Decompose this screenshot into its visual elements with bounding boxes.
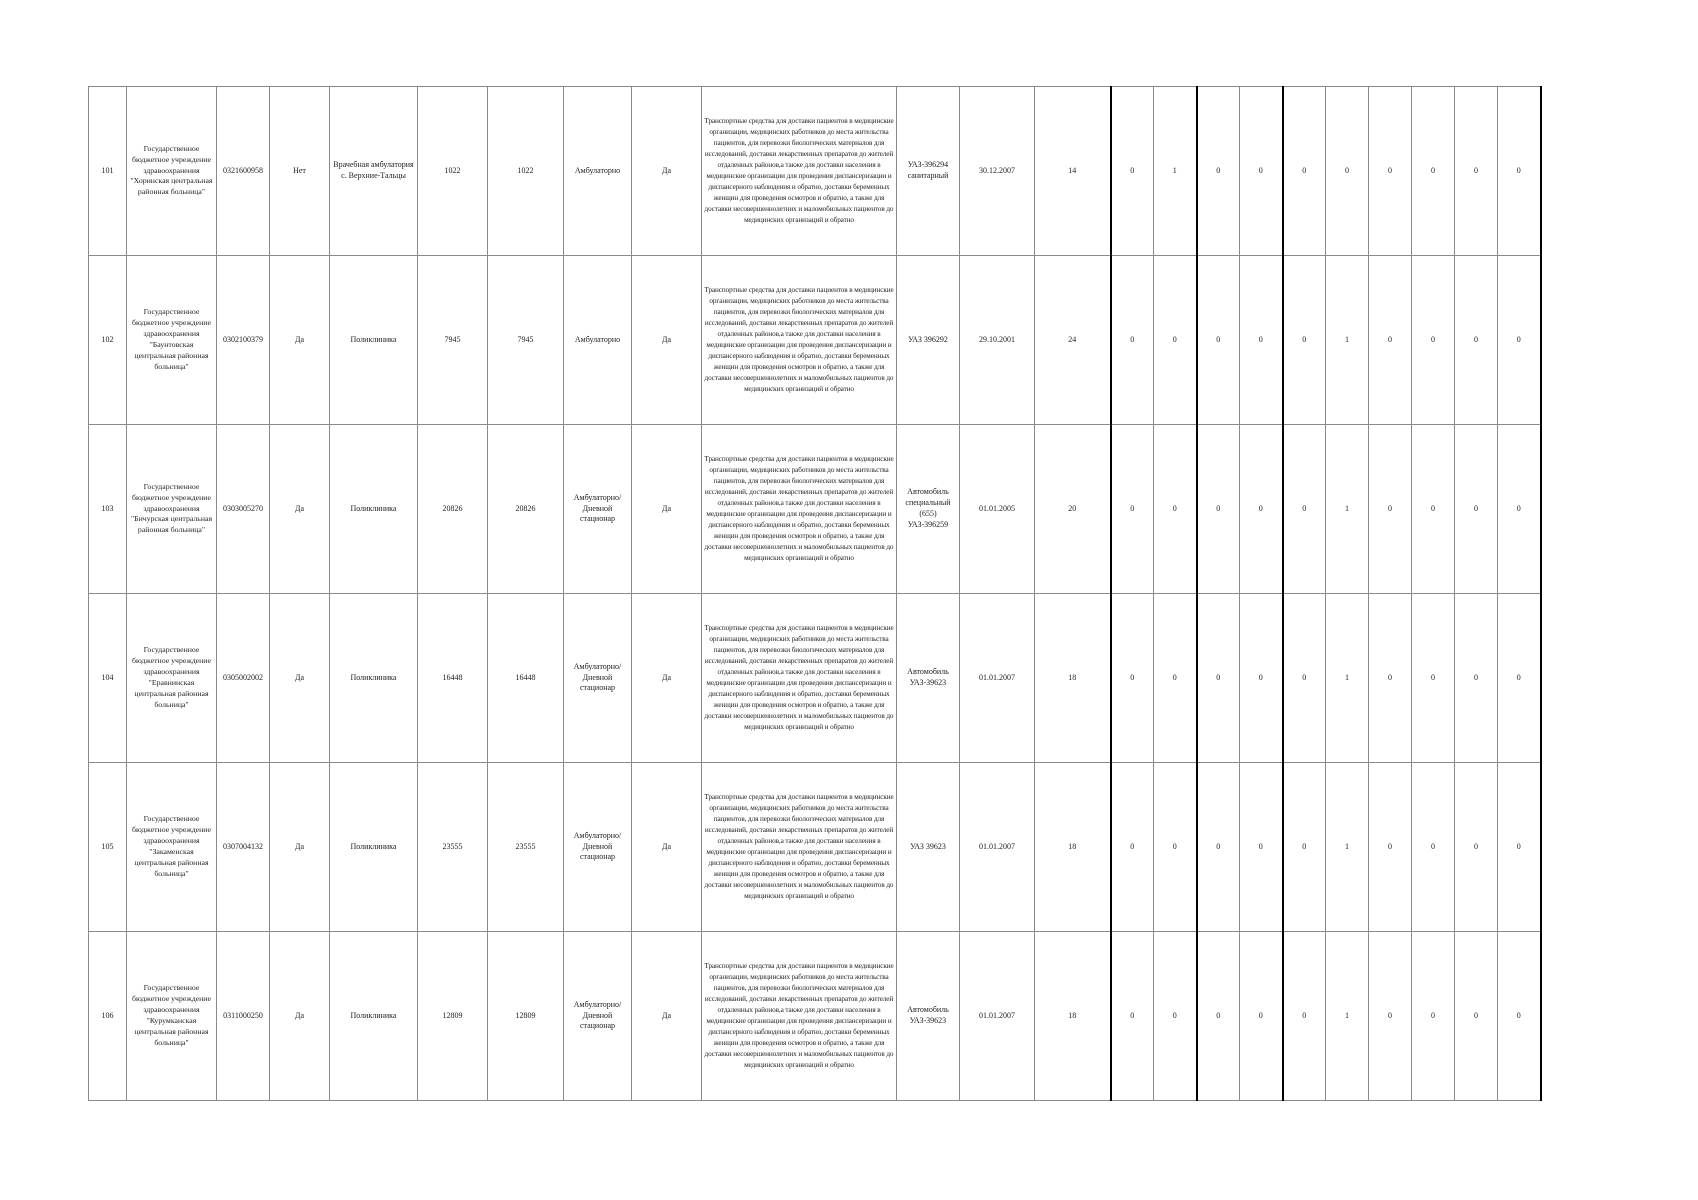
vehicle-age: 18 bbox=[1035, 932, 1111, 1101]
flag-value: Нет bbox=[270, 87, 330, 256]
count-cell: 0 bbox=[1111, 594, 1154, 763]
count-cell: 0 bbox=[1197, 256, 1240, 425]
count-cell: 0 bbox=[1369, 256, 1412, 425]
count-cell: 0 bbox=[1412, 425, 1455, 594]
flag-value: Да bbox=[270, 763, 330, 932]
population-value: 20826 bbox=[488, 425, 564, 594]
unit-name: Поликлиника bbox=[330, 763, 418, 932]
vehicle-model: УАЗ 39623 bbox=[897, 763, 960, 932]
count-cell: 0 bbox=[1240, 87, 1283, 256]
count-cell: 0 bbox=[1240, 932, 1283, 1101]
count-cell: 0 bbox=[1197, 594, 1240, 763]
count-cell: 0 bbox=[1197, 763, 1240, 932]
org-code: 0305002002 bbox=[217, 594, 270, 763]
count-cell: 0 bbox=[1369, 425, 1412, 594]
count-cell: 0 bbox=[1154, 256, 1197, 425]
count-cell: 1 bbox=[1326, 932, 1369, 1101]
table-row bbox=[89, 87, 1541, 256]
table-row bbox=[89, 256, 1541, 425]
unit-name: Врачебная амбулатория с. Верхние-Тальцы bbox=[330, 87, 418, 256]
flag-value: Да bbox=[270, 594, 330, 763]
count-cell: 0 bbox=[1197, 425, 1240, 594]
count-cell: 0 bbox=[1498, 594, 1541, 763]
count-cell: 0 bbox=[1111, 87, 1154, 256]
count-cell: 1 bbox=[1326, 763, 1369, 932]
registration-date: 29.10.2001 bbox=[960, 256, 1035, 425]
purpose-text: Транспортные средства для доставки пациентов в медицинские организации, медицинских работников до места жительства пациентов, для перевозки биологических материалов для исследований, доставки лекарственных препаратов до жителей отдаленных районов,а также для доставки населения в медицинские организации для проведения диспансеризации и диспансерного наблюдения и обратно, доставки беременных женщин для проведения осмотров и обратно, а также для доставки несовершеннолетних и маломобильных пациентов до медицинских организаций и обратно bbox=[702, 932, 897, 1101]
registration-date: 30.12.2007 bbox=[960, 87, 1035, 256]
org-code: 0311000250 bbox=[217, 932, 270, 1101]
count-cell: 1 bbox=[1326, 594, 1369, 763]
table-row bbox=[89, 763, 1541, 932]
care-type: Амбулаторно bbox=[564, 256, 632, 425]
care-type: Амбулаторно/Дневной стационар bbox=[564, 932, 632, 1101]
count-cell: 0 bbox=[1412, 87, 1455, 256]
count-cell: 0 bbox=[1111, 763, 1154, 932]
population-value: 16448 bbox=[418, 594, 488, 763]
count-cell: 0 bbox=[1455, 256, 1498, 425]
vehicle-age: 20 bbox=[1035, 425, 1111, 594]
need-value: Да bbox=[632, 932, 702, 1101]
table-row bbox=[89, 425, 1541, 594]
population-value: 1022 bbox=[418, 87, 488, 256]
vehicle-model: УАЗ-396294 санитарный bbox=[897, 87, 960, 256]
flag-value: Да bbox=[270, 256, 330, 425]
count-cell: 0 bbox=[1111, 256, 1154, 425]
organization-name: Государственное бюджетное учреждение здравоохранения "Еравнинская центральная районная больница" bbox=[127, 594, 217, 763]
care-type: Амбулаторно/Дневной стационар bbox=[564, 763, 632, 932]
vehicle-model: УАЗ 396292 bbox=[897, 256, 960, 425]
vehicle-age: 14 bbox=[1035, 87, 1111, 256]
care-type: Амбулаторно/Дневной стационар bbox=[564, 425, 632, 594]
count-cell: 0 bbox=[1197, 932, 1240, 1101]
vehicle-model: Автомобиль УАЗ-39623 bbox=[897, 594, 960, 763]
count-cell: 0 bbox=[1283, 932, 1326, 1101]
count-cell: 0 bbox=[1498, 425, 1541, 594]
count-cell: 0 bbox=[1240, 425, 1283, 594]
count-cell: 1 bbox=[1326, 256, 1369, 425]
row-number: 101 bbox=[89, 87, 127, 256]
count-cell: 0 bbox=[1455, 594, 1498, 763]
organization-name: Государственное бюджетное учреждение здравоохранения "Бичурская центральная районная больница" bbox=[127, 425, 217, 594]
org-code: 0321600958 bbox=[217, 87, 270, 256]
org-code: 0303005270 bbox=[217, 425, 270, 594]
population-value: 23555 bbox=[418, 763, 488, 932]
purpose-text: Транспортные средства для доставки пациентов в медицинские организации, медицинских работников до места жительства пациентов, для перевозки биологических материалов для исследований, доставки лекарственных препаратов до жителей отдаленных районов,а также для доставки населения в медицинские организации для проведения диспансеризации и диспансерного наблюдения и обратно, доставки беременных женщин для проведения осмотров и обратно, а также для доставки несовершеннолетних и маломобильных пациентов до медицинских организаций и обратно bbox=[702, 87, 897, 256]
organization-name: Государственное бюджетное учреждение здравоохранения "Баунтовская центральная районная больница" bbox=[127, 256, 217, 425]
organization-name: Государственное бюджетное учреждение здравоохранения "Хоринская центральная районная больница" bbox=[127, 87, 217, 256]
count-cell: 1 bbox=[1154, 87, 1197, 256]
count-cell: 0 bbox=[1154, 594, 1197, 763]
table-row bbox=[89, 594, 1541, 763]
count-cell: 0 bbox=[1455, 87, 1498, 256]
row-number: 103 bbox=[89, 425, 127, 594]
org-code: 0302100379 bbox=[217, 256, 270, 425]
population-value: 7945 bbox=[488, 256, 564, 425]
count-cell: 0 bbox=[1412, 763, 1455, 932]
count-cell: 0 bbox=[1369, 87, 1412, 256]
organization-name: Государственное бюджетное учреждение здравоохранения "Закаменская центральная районная больница" bbox=[127, 763, 217, 932]
count-cell: 0 bbox=[1283, 594, 1326, 763]
purpose-text: Транспортные средства для доставки пациентов в медицинские организации, медицинских работников до места жительства пациентов, для перевозки биологических материалов для исследований, доставки лекарственных препаратов до жителей отдаленных районов,а также для доставки населения в медицинские организации для проведения диспансеризации и диспансерного наблюдения и обратно, доставки беременных женщин для проведения осмотров и обратно, а также для доставки несовершеннолетних и маломобильных пациентов до медицинских организаций и обратно bbox=[702, 425, 897, 594]
unit-name: Поликлиника bbox=[330, 594, 418, 763]
count-cell: 0 bbox=[1154, 932, 1197, 1101]
registration-date: 01.01.2007 bbox=[960, 932, 1035, 1101]
count-cell: 0 bbox=[1369, 932, 1412, 1101]
count-cell: 0 bbox=[1369, 594, 1412, 763]
population-value: 7945 bbox=[418, 256, 488, 425]
row-number: 106 bbox=[89, 932, 127, 1101]
vehicle-model: Автомобиль УАЗ-39623 bbox=[897, 932, 960, 1101]
need-value: Да bbox=[632, 87, 702, 256]
population-value: 12809 bbox=[418, 932, 488, 1101]
population-value: 1022 bbox=[488, 87, 564, 256]
count-cell: 0 bbox=[1283, 425, 1326, 594]
count-cell: 1 bbox=[1326, 425, 1369, 594]
unit-name: Поликлиника bbox=[330, 256, 418, 425]
organization-name: Государственное бюджетное учреждение здравоохранения "Курумканская центральная районная больница" bbox=[127, 932, 217, 1101]
registration-date: 01.01.2007 bbox=[960, 594, 1035, 763]
flag-value: Да bbox=[270, 932, 330, 1101]
count-cell: 0 bbox=[1498, 763, 1541, 932]
count-cell: 0 bbox=[1283, 87, 1326, 256]
care-type: Амбулаторно/Дневной стационар bbox=[564, 594, 632, 763]
row-number: 104 bbox=[89, 594, 127, 763]
count-cell: 0 bbox=[1240, 594, 1283, 763]
vehicle-age: 24 bbox=[1035, 256, 1111, 425]
table-row bbox=[89, 932, 1541, 1101]
unit-name: Поликлиника bbox=[330, 425, 418, 594]
purpose-text: Транспортные средства для доставки пациентов в медицинские организации, медицинских работников до места жительства пациентов, для перевозки биологических материалов для исследований, доставки лекарственных препаратов до жителей отдаленных районов,а также для доставки населения в медицинские организации для проведения диспансеризации и диспансерного наблюдения и обратно, доставки беременных женщин для проведения осмотров и обратно, а также для доставки несовершеннолетних и маломобильных пациентов до медицинских организаций и обратно bbox=[702, 763, 897, 932]
purpose-text: Транспортные средства для доставки пациентов в медицинские организации, медицинских работников до места жительства пациентов, для перевозки биологических материалов для исследований, доставки лекарственных препаратов до жителей отдаленных районов,а также для доставки населения в медицинские организации для проведения диспансеризации и диспансерного наблюдения и обратно, доставки беременных женщин для проведения осмотров и обратно, а также для доставки несовершеннолетних и маломобильных пациентов до медицинских организаций и обратно bbox=[702, 256, 897, 425]
population-value: 20826 bbox=[418, 425, 488, 594]
count-cell: 0 bbox=[1455, 763, 1498, 932]
need-value: Да bbox=[632, 594, 702, 763]
count-cell: 0 bbox=[1240, 763, 1283, 932]
org-code: 0307004132 bbox=[217, 763, 270, 932]
vehicle-age: 18 bbox=[1035, 594, 1111, 763]
vehicle-model: Автомобиль специальный (655) УАЗ-396259 bbox=[897, 425, 960, 594]
population-value: 16448 bbox=[488, 594, 564, 763]
count-cell: 0 bbox=[1412, 594, 1455, 763]
count-cell: 0 bbox=[1326, 87, 1369, 256]
unit-name: Поликлиника bbox=[330, 932, 418, 1101]
population-value: 12809 bbox=[488, 932, 564, 1101]
count-cell: 0 bbox=[1283, 256, 1326, 425]
count-cell: 0 bbox=[1240, 256, 1283, 425]
count-cell: 0 bbox=[1455, 932, 1498, 1101]
flag-value: Да bbox=[270, 425, 330, 594]
count-cell: 0 bbox=[1283, 763, 1326, 932]
count-cell: 0 bbox=[1154, 425, 1197, 594]
need-value: Да bbox=[632, 256, 702, 425]
care-type: Амбулаторно bbox=[564, 87, 632, 256]
row-number: 105 bbox=[89, 763, 127, 932]
vehicle-table bbox=[88, 86, 1542, 1101]
count-cell: 0 bbox=[1498, 256, 1541, 425]
vehicle-age: 18 bbox=[1035, 763, 1111, 932]
count-cell: 0 bbox=[1111, 932, 1154, 1101]
need-value: Да bbox=[632, 763, 702, 932]
count-cell: 0 bbox=[1455, 425, 1498, 594]
purpose-text: Транспортные средства для доставки пациентов в медицинские организации, медицинских работников до места жительства пациентов, для перевозки биологических материалов для исследований, доставки лекарственных препаратов до жителей отдаленных районов,а также для доставки населения в медицинские организации для проведения диспансеризации и диспансерного наблюдения и обратно, доставки беременных женщин для проведения осмотров и обратно, а также для доставки несовершеннолетних и маломобильных пациентов до медицинских организаций и обратно bbox=[702, 594, 897, 763]
count-cell: 0 bbox=[1412, 932, 1455, 1101]
registration-date: 01.01.2005 bbox=[960, 425, 1035, 594]
registration-date: 01.01.2007 bbox=[960, 763, 1035, 932]
count-cell: 0 bbox=[1111, 425, 1154, 594]
count-cell: 0 bbox=[1197, 87, 1240, 256]
count-cell: 0 bbox=[1154, 763, 1197, 932]
count-cell: 0 bbox=[1412, 256, 1455, 425]
count-cell: 0 bbox=[1498, 87, 1541, 256]
table-body bbox=[89, 87, 1541, 1101]
need-value: Да bbox=[632, 425, 702, 594]
row-number: 102 bbox=[89, 256, 127, 425]
population-value: 23555 bbox=[488, 763, 564, 932]
count-cell: 0 bbox=[1369, 763, 1412, 932]
count-cell: 0 bbox=[1498, 932, 1541, 1101]
